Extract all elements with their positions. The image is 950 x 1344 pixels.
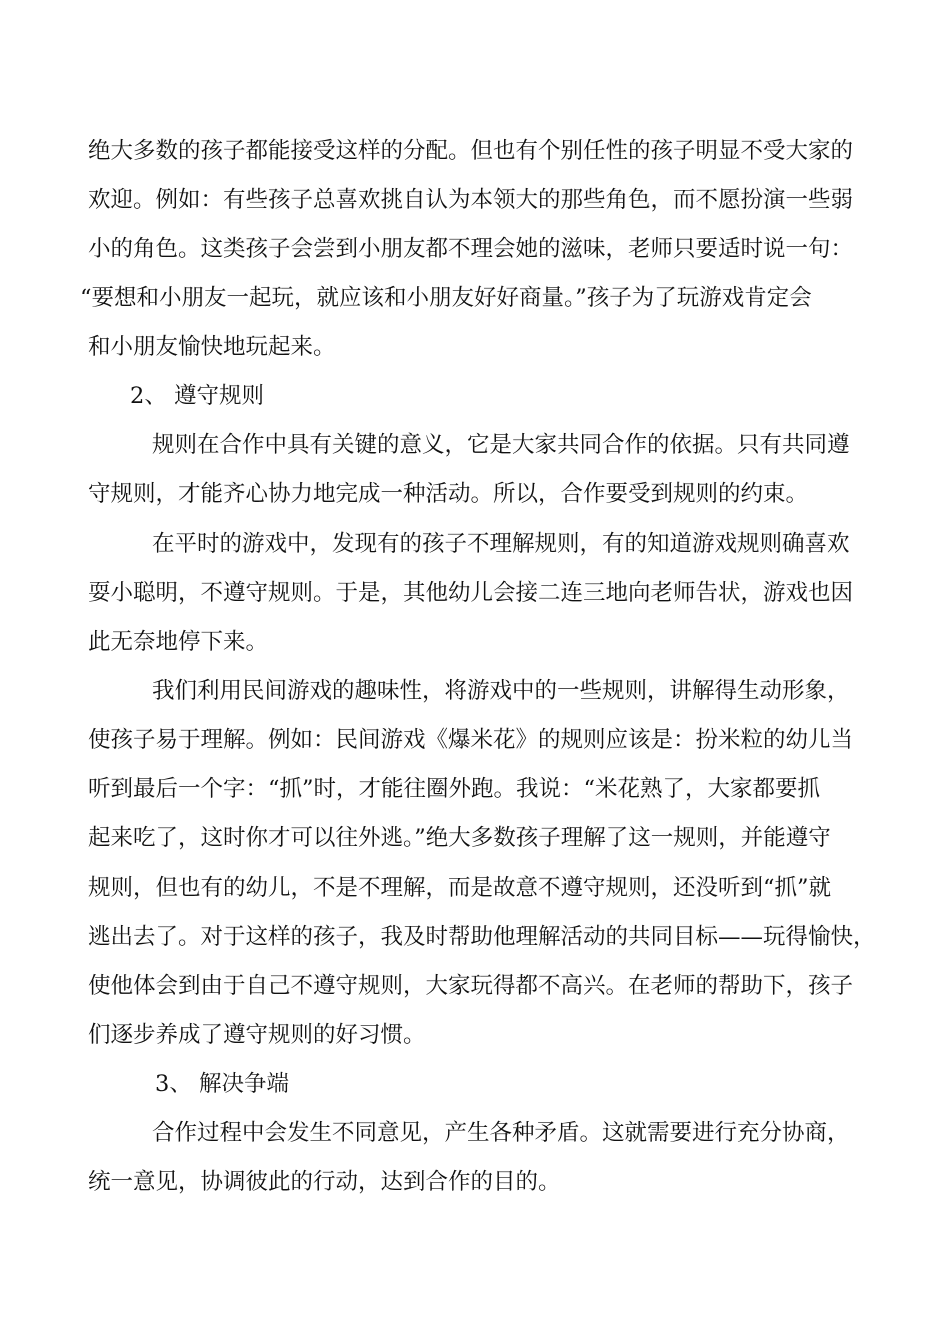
paragraph-line: 绝大多数的孩子都能接受这样的分配。但也有个别任性的孩子明显不受大家的 [88,138,854,164]
paragraph-line: 和小朋友愉快地玩起来。 [88,334,336,360]
paragraph-line: 听到最后一个字：“抓”时，才能往圈外跑。我说：“米花熟了，大家都要抓 [88,776,821,802]
paragraph-line: 欢迎。例如：有些孩子总喜欢挑自认为本领大的那些角色，而不愿扮演一些弱 [88,187,854,213]
paragraph-line: 规则在合作中具有关键的意义，它是大家共同合作的依据。只有共同遵 [152,432,850,458]
section-heading: 3、 解决争端 [155,1071,289,1097]
paragraph-line: 在平时的游戏中，发现有的孩子不理解规则，有的知道游戏规则确喜欢 [152,531,850,557]
paragraph-line: 规则，但也有的幼儿，不是不理解，而是故意不遵守规则，还没听到“抓”就 [88,875,832,901]
paragraph-line: 守规则，才能齐心协力地完成一种活动。所以，合作要受到规则的约束。 [88,481,809,507]
paragraph-line: 起来吃了，这时你才可以往外逃。”绝大多数孩子理解了这一规则，并能遵守 [88,825,831,851]
paragraph-line: 此无奈地停下来。 [88,629,269,655]
paragraph-line: 使孩子易于理解。例如：民间游戏《爆米花》的规则应该是：扮米粒的幼儿当 [88,727,854,753]
paragraph-line: 我们利用民间游戏的趣味性，将游戏中的一些规则，讲解得生动形象， [152,678,850,704]
section-heading: 2、 遵守规则 [130,383,264,409]
paragraph-line: 逃出去了。对于这样的孩子，我及时帮助他理解活动的共同目标——玩得愉快， [88,924,876,950]
paragraph-line: “要想和小朋友一起玩，就应该和小朋友好好商量。”孩子为了玩游戏肯定会 [80,285,812,311]
paragraph-line: 耍小聪明，不遵守规则。于是，其他幼儿会接二连三地向老师告状，游戏也因 [88,580,854,606]
paragraph-line: 小的角色。这类孩子会尝到小朋友都不理会她的滋味，老师只要适时说一句： [88,236,854,262]
paragraph-line: 使他体会到由于自己不遵守规则，大家玩得都不高兴。在老师的帮助下，孩子 [88,973,854,999]
paragraph-line: 统一意见，协调彼此的行动，达到合作的目的。 [88,1169,561,1195]
paragraph-line: 合作过程中会发生不同意见，产生各种矛盾。这就需要进行充分协商， [152,1120,850,1146]
paragraph-line: 们逐步养成了遵守规则的好习惯。 [88,1022,426,1048]
